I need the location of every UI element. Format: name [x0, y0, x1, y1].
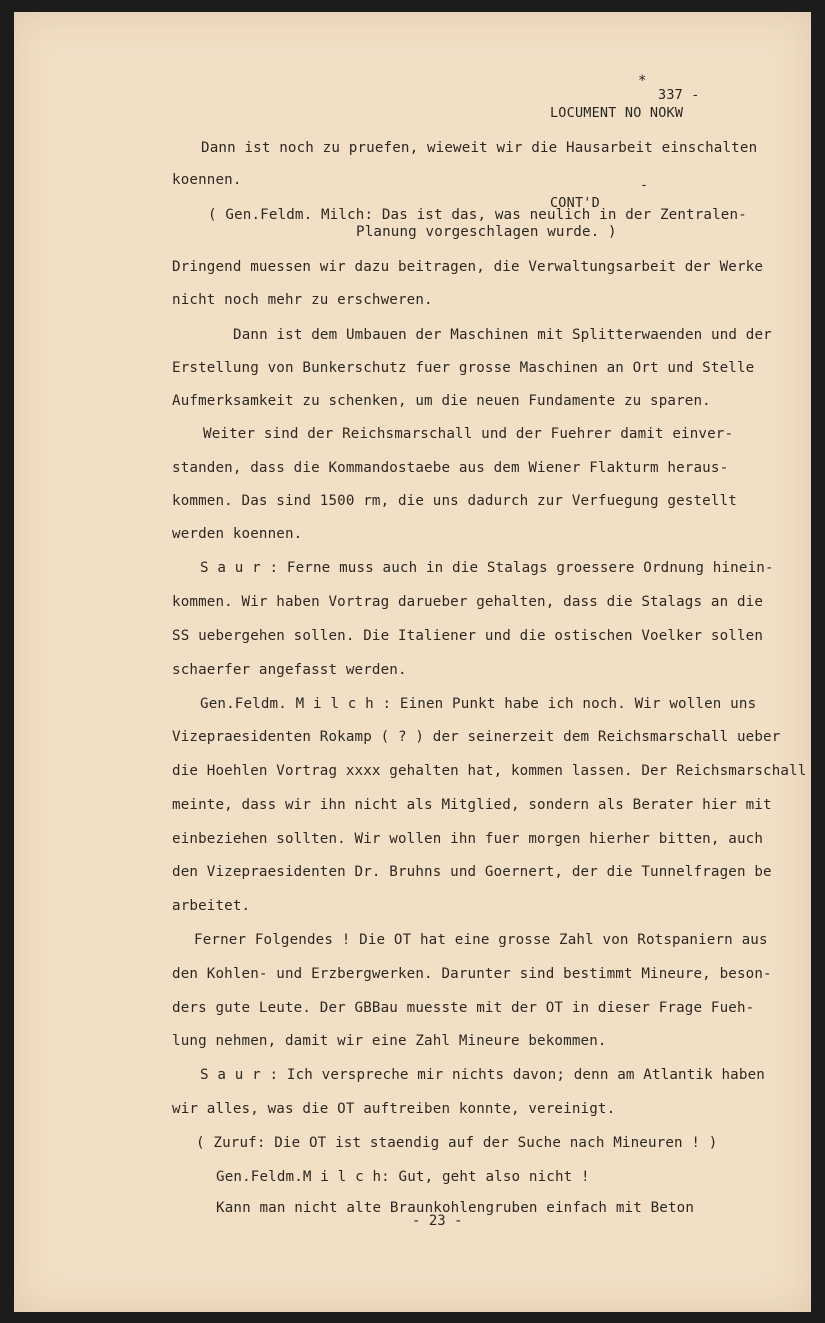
text-line: die Hoehlen Vortrag xxxx gehalten hat, kommen lassen. Der Reichsmarschall — [172, 763, 807, 779]
text-line: Gen.Feldm. M i l c h : Einen Punkt habe ich noch. Wir wollen uns — [200, 696, 757, 712]
text-line: standen, dass die Kommandostaebe aus dem Wiener Flakturm heraus- — [172, 460, 729, 476]
text-line: kommen. Wir haben Vortrag darueber gehalten, dass die Stalags an die — [172, 594, 764, 610]
text-line: werden koennen. — [172, 526, 303, 542]
text-line: Aufmerksamkeit zu schenken, um die neuen Fundamente zu sparen. — [172, 393, 711, 409]
text-line: Dann ist dem Umbauen der Maschinen mit Splitterwaenden und der — [233, 327, 772, 343]
text-line: koennen. — [172, 172, 242, 188]
contd-label: CONT'D — [549, 195, 600, 211]
text-line: SS uebergehen sollen. Die Italiener und die ostischen Voelker sollen — [172, 628, 764, 644]
text-line: Vizepraesidenten Rokamp ( ? ) der seinerzeit dem Reichsmarschall ueber — [172, 729, 781, 745]
text-line: Dringend muessen wir dazu beitragen, die Verwaltungsarbeit der Werke — [172, 259, 764, 275]
text-line: wir alles, was die OT auftreiben konnte, vereinigt. — [172, 1101, 616, 1117]
text-line: einbeziehen sollten. Wir wollen ihn fuer morgen hierher bitten, auch — [172, 831, 764, 847]
text-line: ( Gen.Feldm. Milch: Das ist das, was neulich in der Zentralen- — [208, 207, 747, 223]
text-line: Dann ist noch zu pruefen, wieweit wir die Hausarbeit einschalten — [201, 140, 758, 156]
text-line: schaerfer angefasst werden. — [172, 662, 407, 678]
contd-dash: - — [640, 177, 649, 193]
text-line: Weiter sind der Reichsmarschall und der Fuehrer damit einver- — [203, 426, 734, 442]
text-line: S a u r : Ich verspreche mir nichts davon; denn am Atlantik haben — [200, 1067, 765, 1083]
text-line: den Vizepraesidenten Dr. Bruhns und Goernert, der die Tunnelfragen be — [172, 864, 772, 880]
text-line: ders gute Leute. Der GBBau muesste mit der OT in dieser Frage Fueh- — [172, 1000, 755, 1016]
text-line: den Kohlen- und Erzbergwerken. Darunter sind bestimmt Mineure, beson- — [172, 966, 772, 982]
document-page — [14, 12, 811, 1312]
text-line: kommen. Das sind 1500 rm, die uns dadurch zur Verfuegung gestellt — [172, 493, 737, 509]
text-line: Gen.Feldm.M i l c h: Gut, geht also nicht ! — [216, 1169, 590, 1185]
text-line: Kann man nicht alte Braunkohlengruben einfach mit Beton — [216, 1200, 695, 1216]
asterisk-mark: * — [638, 73, 647, 89]
text-line: Erstellung von Bunkerschutz fuer grosse Maschinen an Ort und Stelle — [172, 360, 755, 376]
document-number: LOCUMENT NO NOKW — [549, 105, 684, 121]
text-line: ( Zuruf: Die OT ist staendig auf der Suche nach Mineuren ! ) — [196, 1135, 718, 1151]
text-line: Planung vorgeschlagen wurde. ) — [356, 224, 617, 240]
page-reference: 337 - — [658, 87, 700, 103]
text-line: Ferner Folgendes ! Die OT hat eine grosse Zahl von Rotspaniern aus — [194, 932, 768, 948]
text-line: nicht noch mehr zu erschweren. — [172, 292, 433, 308]
text-line: arbeitet. — [172, 898, 251, 914]
text-line: lung nehmen, damit wir eine Zahl Mineure bekommen. — [172, 1033, 607, 1049]
page-number: - 23 - — [412, 1213, 463, 1229]
text-line: S a u r : Ferne muss auch in die Stalags groessere Ordnung hinein- — [200, 560, 774, 576]
document-number-row — [500, 73, 700, 176]
text-line: meinte, dass wir ihn nicht als Mitglied, sondern als Berater hier mit — [172, 797, 772, 813]
